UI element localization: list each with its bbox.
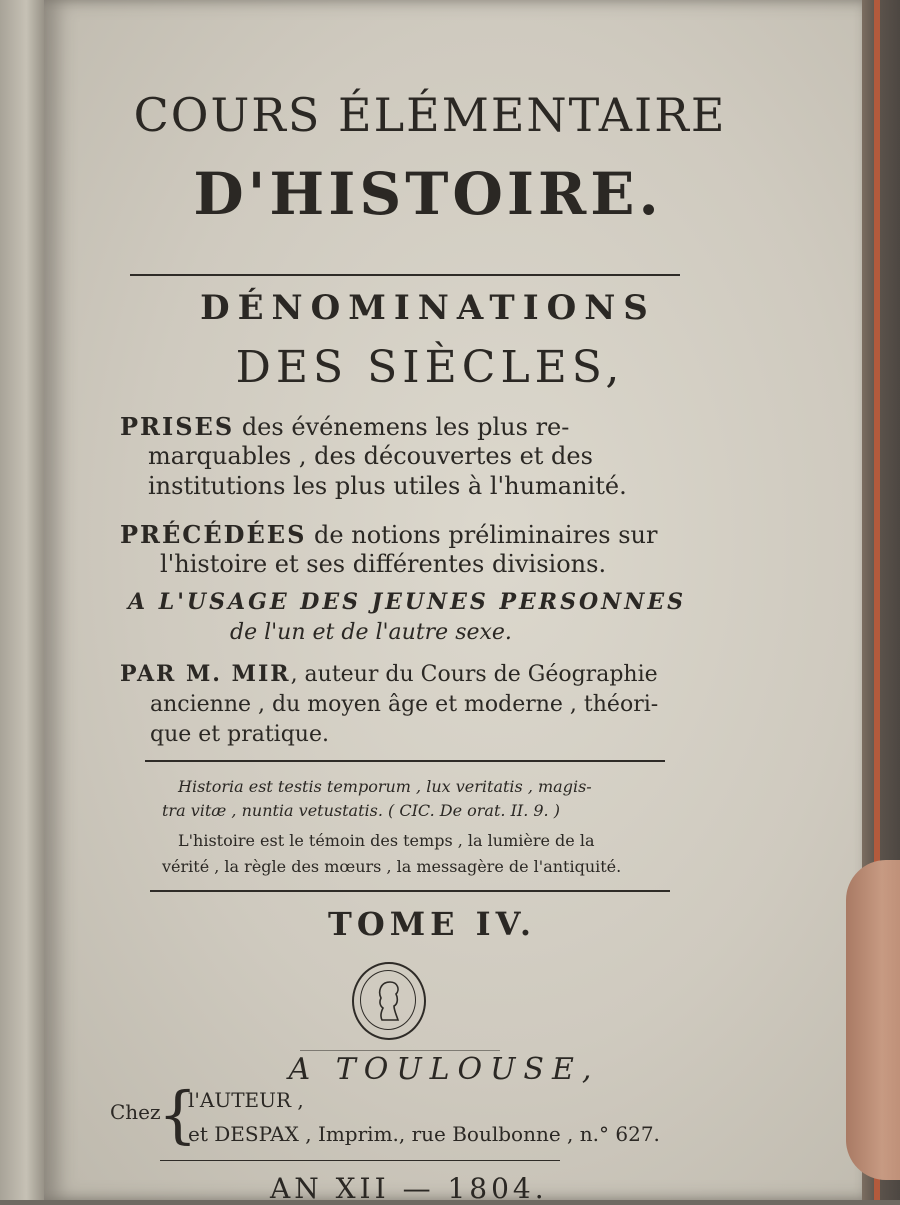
imprint-rule	[300, 1050, 500, 1051]
epigraph-latin-2: tra vitæ , nuntia vetustatis. ( CIC. De orat. II. 9. )	[162, 801, 560, 820]
imprint-brace: {	[158, 1078, 198, 1151]
printer-device-medallion	[352, 962, 426, 1040]
prises-text-1: des événemens les plus re-	[234, 413, 570, 441]
precedees-paragraph-line-1	[120, 520, 690, 550]
title-line-1: COURS ÉLÉMENTAIRE	[133, 88, 727, 142]
prises-paragraph-line-1	[120, 412, 690, 442]
imprint-year: AN XII — 1804.	[270, 1172, 548, 1205]
heading-line-2: DES SIÈCLES,	[235, 342, 625, 393]
volume-number: TOME IV.	[328, 905, 536, 943]
author-line-1	[120, 660, 690, 689]
precedees-lead: PRÉCÉDÉES	[120, 520, 307, 549]
precedees-paragraph-line-2: l'histoire et ses différentes divisions.	[160, 550, 607, 578]
imprint-chez: Chez	[110, 1100, 161, 1124]
precedees-text-1: de notions préliminaires sur	[306, 521, 658, 549]
usage-line-2: de l'un et de l'autre sexe.	[230, 620, 512, 645]
epigraph-rule-bottom	[150, 890, 670, 892]
imprint-publisher-2: et DESPAX , Imprim., rue Boulbonne , n.° 627.	[188, 1122, 660, 1146]
epigraph-latin-1: Historia est testis temporum , lux veritatis , magis-	[178, 777, 592, 796]
author-text-1: , auteur du Cours de Géographie	[290, 662, 658, 687]
title-line-2: D'HISTOIRE.	[193, 160, 663, 228]
author-line-2: ancienne , du moyen âge et moderne , théori-	[150, 692, 659, 717]
prises-lead: PRISES	[120, 412, 235, 441]
title-rule	[130, 274, 680, 276]
imprint-publisher-1: l'AUTEUR ,	[188, 1088, 304, 1112]
prises-paragraph-line-3: institutions les plus utiles à l'humanité.	[148, 472, 627, 500]
profile-portrait-icon	[370, 978, 406, 1022]
epigraph-french-1: L'histoire est le témoin des temps , la lumière de la	[178, 831, 595, 850]
author-line-3: que et pratique.	[150, 722, 329, 747]
imprint-city: A TOULOUSE,	[288, 1052, 600, 1087]
epigraph-french-2: vérité , la règle des mœurs , la messagère de l'antiquité.	[162, 857, 622, 876]
imprint-rule-bottom	[160, 1160, 560, 1161]
usage-line-1: A L'USAGE DES JEUNES PERSONNES	[128, 589, 686, 615]
epigraph-rule-top	[145, 760, 665, 762]
author-lead: PAR M. MIR	[120, 661, 291, 687]
heading-line-1: DÉNOMINATIONS	[200, 288, 656, 328]
prises-paragraph-line-2: marquables , des découvertes et des	[148, 442, 593, 470]
